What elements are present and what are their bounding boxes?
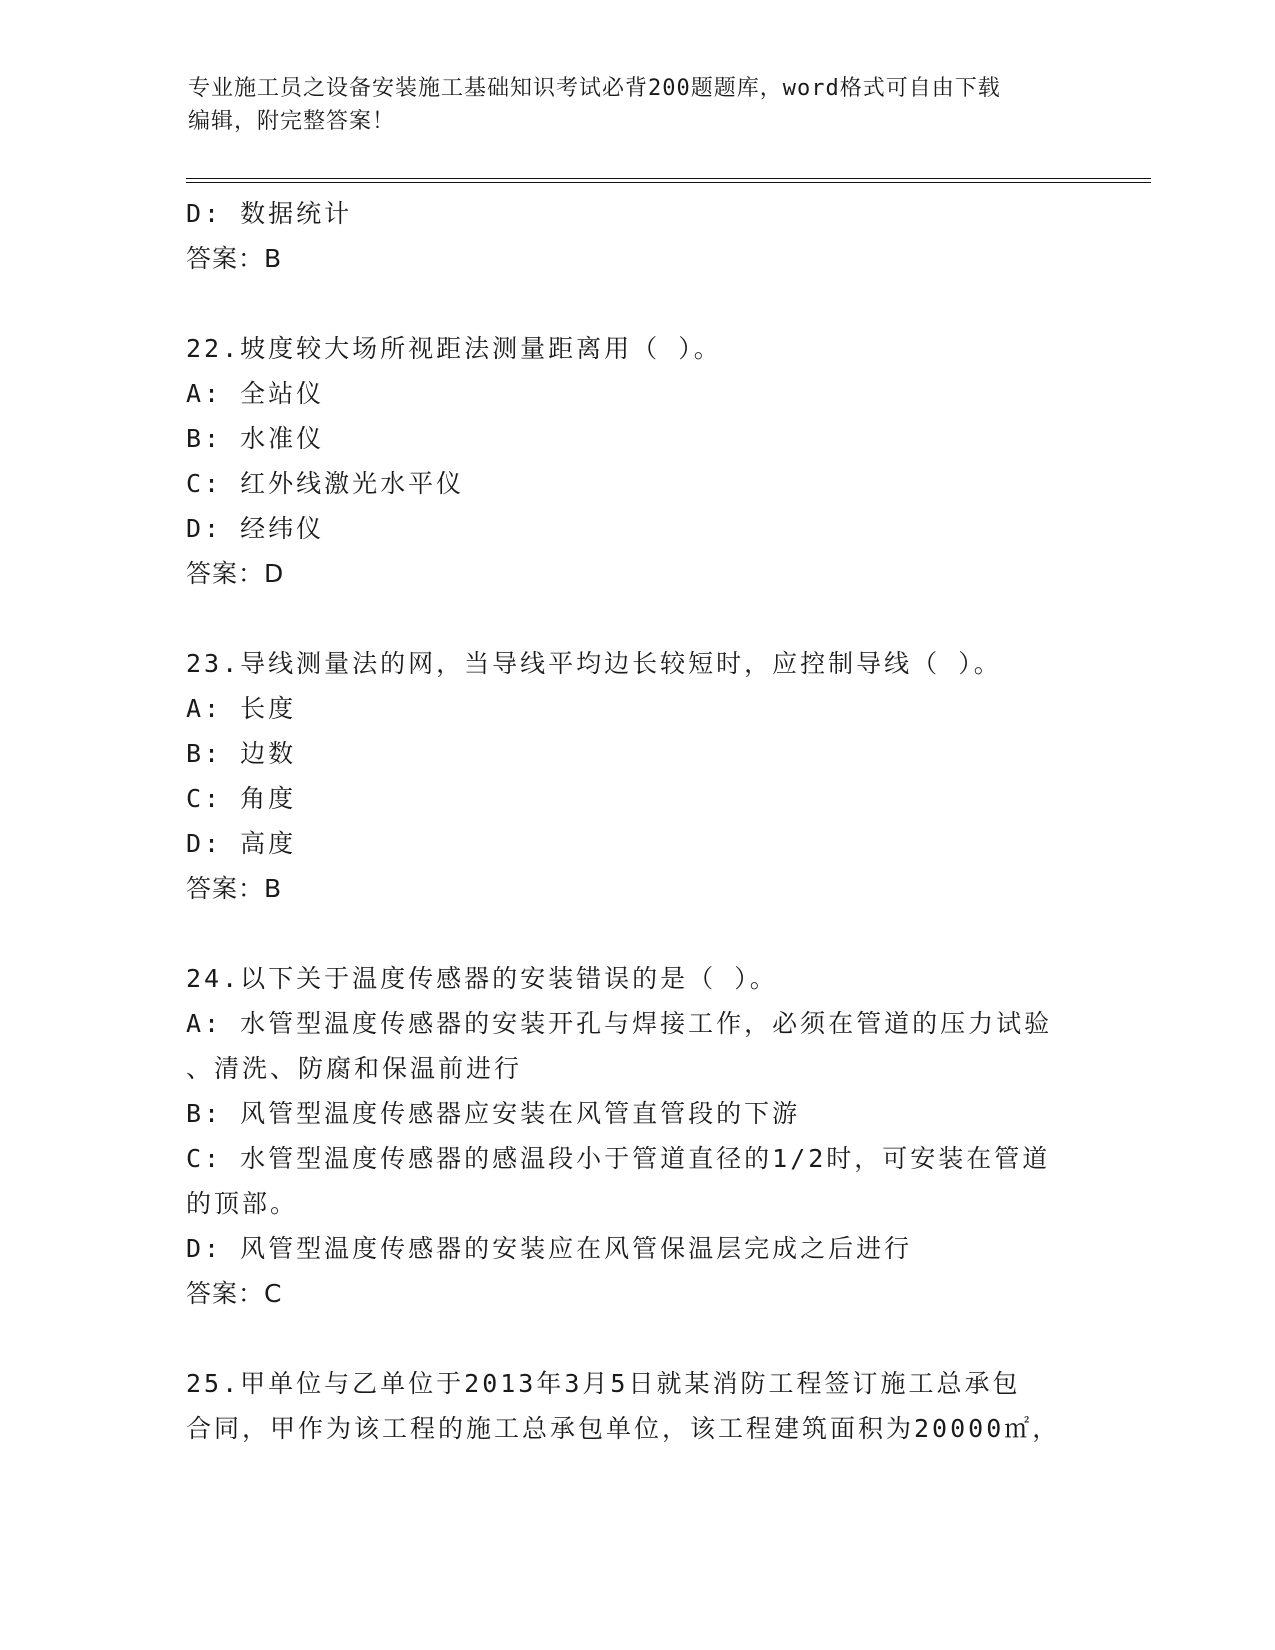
question-23-option-d: D: 高度	[186, 829, 297, 858]
question-24-option-b: B: 风管型温度传感器应安装在风管直管段的下游	[186, 1099, 801, 1128]
question-24-option-c-line-2: 的顶部。	[186, 1189, 299, 1218]
question-23-text: 23.导线测量法的网，当导线平均边长较短时，应控制导线（ ）。	[186, 649, 1002, 678]
question-23-option-c: C: 角度	[186, 784, 297, 813]
prev-option-d: D: 数据统计	[186, 199, 353, 228]
question-23-option-a: A: 长度	[186, 694, 297, 723]
question-25	[186, 1361, 1086, 1451]
question-25-line-2: 合同，甲作为该工程的施工总承包单位，该工程建筑面积为20000㎡，	[186, 1414, 1061, 1443]
question-25-line-1: 25.甲单位与乙单位于2013年3月5日就某消防工程签订施工总承包	[186, 1369, 1021, 1398]
spacer	[186, 1316, 1086, 1361]
header-divider	[186, 178, 1151, 183]
header-title-line-2: 编辑，附完整答案！	[188, 109, 396, 134]
question-22-option-b: B: 水准仪	[186, 424, 325, 453]
question-24	[186, 956, 1086, 1316]
question-24-option-a-line-1: A: 水管型温度传感器的安装开孔与焊接工作，必须在管道的压力试验	[186, 1009, 1053, 1038]
spacer	[186, 911, 1086, 956]
question-22-text: 22.坡度较大场所视距法测量距离用（ ）。	[186, 334, 722, 363]
question-24-option-a-line-2: 、清洗、防腐和保温前进行	[186, 1054, 523, 1083]
spacer	[186, 596, 1086, 641]
question-23-answer: 答案：B	[186, 874, 283, 903]
document-header	[188, 72, 1068, 138]
question-24-option-c-line-1: C: 水管型温度传感器的感温段小于管道直径的1/2时，可安装在管道	[186, 1144, 1051, 1173]
question-22	[186, 326, 1086, 596]
question-22-answer: 答案：D	[186, 559, 285, 588]
question-23-option-b: B: 边数	[186, 739, 297, 768]
question-24-text: 24.以下关于温度传感器的安装错误的是（ ）。	[186, 964, 778, 993]
prev-answer: 答案：B	[186, 244, 283, 273]
question-22-option-d: D: 经纬仪	[186, 514, 325, 543]
question-24-answer: 答案：C	[186, 1279, 283, 1308]
question-24-option-d: D: 风管型温度传感器的安装应在风管保温层完成之后进行	[186, 1234, 913, 1263]
question-22-option-c: C: 红外线激光水平仪	[186, 469, 465, 498]
document-body	[186, 191, 1086, 1451]
question-22-option-a: A: 全站仪	[186, 379, 325, 408]
header-title-line-1: 专业施工员之设备安装施工基础知识考试必背200题题库，word格式可自由下载	[188, 76, 1001, 101]
question-23	[186, 641, 1086, 911]
spacer	[186, 281, 1086, 326]
